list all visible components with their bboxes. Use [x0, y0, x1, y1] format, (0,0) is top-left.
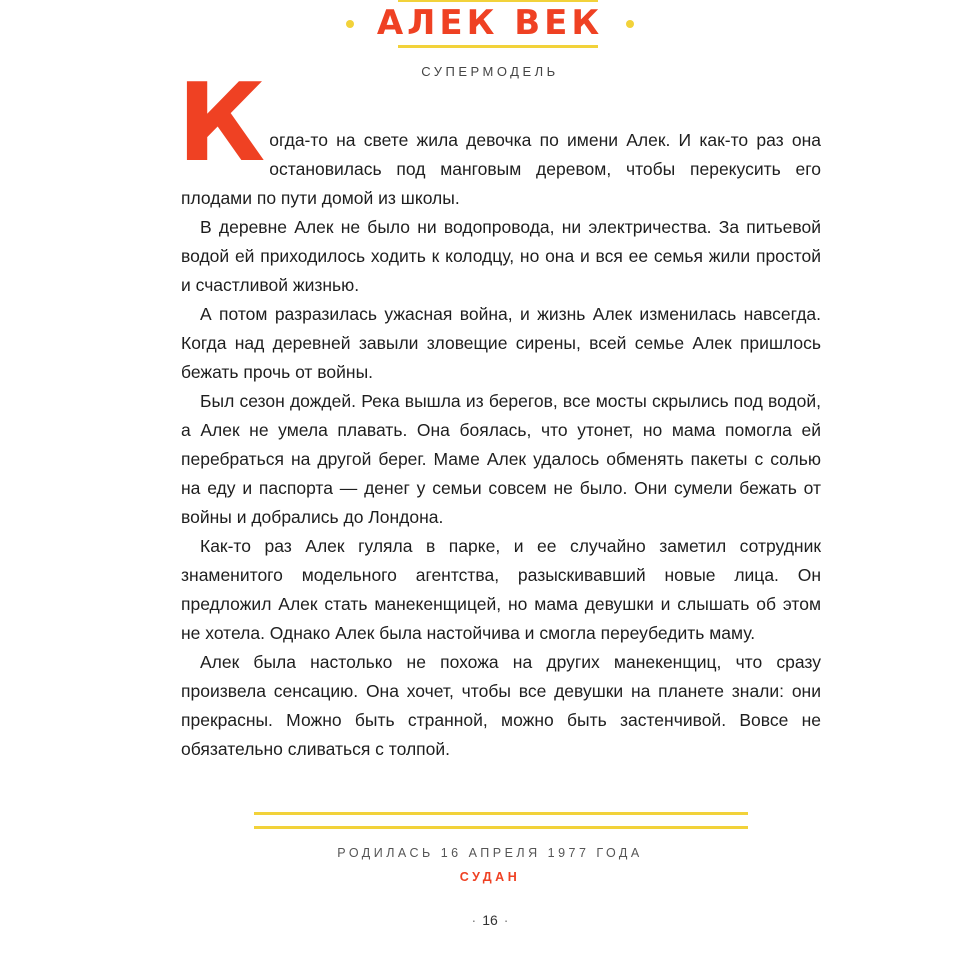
paragraph-2: В деревне Алек не было ни водопровода, ни электричества. За питьевой водой ей приходилось ходить к колодцу, но она и вся ее семья жили простой и счастливой жизнью.: [181, 217, 821, 295]
paragraph-5: Как-то раз Алек гуляла в парке, и ее случайно заметил сотрудник знаменитого модельного агентства, разыскивавший новые лица. Он предложил Алек стать манекенщицей, но мама девушки и слышать об этом не хотела. Однако Алек была настойчива и смогла переубедить маму.: [181, 536, 821, 643]
drop-cap: К: [177, 61, 264, 186]
paragraph-6: Алек была настолько не похожа на других манекенщиц, что сразу произвела сенсацию. Она хочет, чтобы все девушки на планете знали: они прекрасны. Можно быть странной, можно быть застенчивой. Вовсе не обязательно сливаться с толпой.: [181, 652, 821, 759]
footer-rule-top: [254, 812, 748, 815]
page-number-separator-left: ·: [471, 912, 477, 928]
footer-rule-bottom: [254, 826, 748, 829]
paragraph-1-text: огда-то на свете жила девочка по имени Алек. И как-то раз она остановилась под манговым деревом, чтобы перекусить его плодами по пути домой из школы.: [181, 130, 821, 208]
title-row: [0, 4, 980, 42]
title-underline: [398, 45, 598, 48]
country: СУДАН: [459, 870, 521, 884]
right-dot-ornament: [626, 20, 634, 28]
page-subtitle: СУПЕРМОДЕЛЬ: [421, 64, 559, 79]
top-decorative-rule: [398, 0, 598, 2]
page-title: АЛЕК ВЕК: [376, 3, 604, 43]
birth-date: РОДИЛАСЬ 16 АПРЕЛЯ 1977 ГОДА: [337, 846, 643, 860]
page-number: [0, 912, 980, 928]
page-number-separator-right: ·: [503, 912, 509, 928]
page-number-value: 16: [482, 912, 498, 928]
left-dot-ornament: [346, 20, 354, 28]
paragraph-3: А потом разразилась ужасная война, и жизнь Алек изменилась навсегда. Когда над деревней завыли зловещие сирены, всей семье Алек пришлось бежать прочь от войны.: [181, 304, 821, 382]
paragraph-4: Был сезон дождей. Река вышла из берегов, все мосты скрылись под водой, а Алек не умела плавать. Она боялась, что утонет, но мама помогла ей перебраться на другой берег. Маме Алек удалось обменять пакеты с солью на еду и паспорта — денег у семьи совсем не было. Они сумели бежать от войны и добрались до Лондона.: [181, 391, 821, 527]
